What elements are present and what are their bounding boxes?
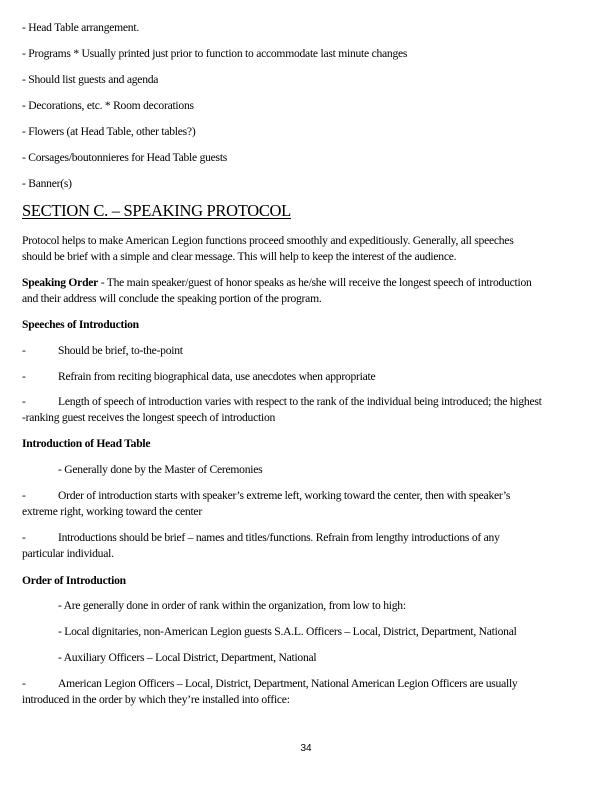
speeches-intro-heading: Speeches of Introduction (22, 318, 139, 331)
head-table-intro-item-order-line-2: extreme right, working toward the center (22, 505, 202, 518)
dash-marker: - (22, 395, 26, 408)
list-item-guests-agenda: - Should list guests and agenda (22, 73, 159, 86)
speeches-intro-item-length-line-2: -ranking guest receives the longest speech of introduction (22, 411, 276, 424)
speeches-intro-item-brief: Should be brief, to-the-point (58, 344, 183, 357)
head-table-intro-item-brief: Introductions should be brief – names and titles/functions. Refrain from lengthy introductions of any (58, 531, 500, 544)
order-intro-item-rank: - Are generally done in order of rank within the organization, from low to high: (58, 599, 406, 612)
dash-marker: - (22, 531, 26, 544)
list-item-banners: - Banner(s) (22, 177, 72, 190)
dash-marker: - (22, 370, 26, 383)
intro-paragraph-line-1: Protocol helps to make American Legion functions proceed smoothly and expeditiously. Generally, all speeches (22, 234, 514, 247)
head-table-intro-item-order: Order of introduction starts with speaker’s extreme left, working toward the center, then with speaker’s (58, 489, 511, 502)
head-table-intro-item-master: - Generally done by the Master of Ceremonies (58, 463, 263, 476)
order-intro-item-legion-officers: American Legion Officers – Local, District, Department, National American Legion Officers are usually (58, 677, 518, 690)
list-item-programs: - Programs * Usually printed just prior to function to accommodate last minute changes (22, 47, 408, 60)
speaking-order-text: - The main speaker/guest of honor speaks as he/she will receive the longest speech of introduction (98, 276, 532, 289)
head-table-intro-item-brief-line-2: particular individual. (22, 547, 114, 560)
list-item-corsages: - Corsages/boutonnieres for Head Table guests (22, 151, 228, 164)
list-item-head-table: - Head Table arrangement. (22, 21, 139, 34)
intro-paragraph-line-2: should be brief with a simple and clear message. This will help to keep the interest of the audience. (22, 250, 457, 263)
speaking-order-paragraph (22, 275, 532, 290)
section-title: SECTION C. – SPEAKING PROTOCOL (22, 201, 291, 220)
speaking-order-label: Speaking Order (22, 276, 99, 289)
dash-marker: - (22, 344, 26, 357)
order-intro-heading: Order of Introduction (22, 574, 126, 587)
speeches-intro-item-biographical: Refrain from reciting biographical data, use anecdotes when appropriate (58, 370, 376, 383)
dash-marker: - (22, 677, 26, 690)
dash-marker: - (22, 489, 26, 502)
order-intro-item-auxiliary: - Auxiliary Officers – Local District, Department, National (58, 651, 317, 664)
order-intro-item-legion-officers-line-2: introduced in the order by which they’re installed into office: (22, 693, 290, 706)
speeches-intro-item-length: Length of speech of introduction varies with respect to the rank of the individual being introduced; the highest (58, 395, 542, 408)
head-table-intro-heading: Introduction of Head Table (22, 437, 151, 450)
list-item-flowers: - Flowers (at Head Table, other tables?) (22, 125, 196, 138)
order-intro-item-local: - Local dignitaries, non-American Legion guests S.A.L. Officers – Local, District, Department, National (58, 625, 517, 638)
speaking-order-line-2: and their address will conclude the speaking portion of the program. (22, 292, 322, 305)
list-item-decorations: - Decorations, etc. * Room decorations (22, 99, 194, 112)
page-number: 34 (300, 743, 312, 754)
